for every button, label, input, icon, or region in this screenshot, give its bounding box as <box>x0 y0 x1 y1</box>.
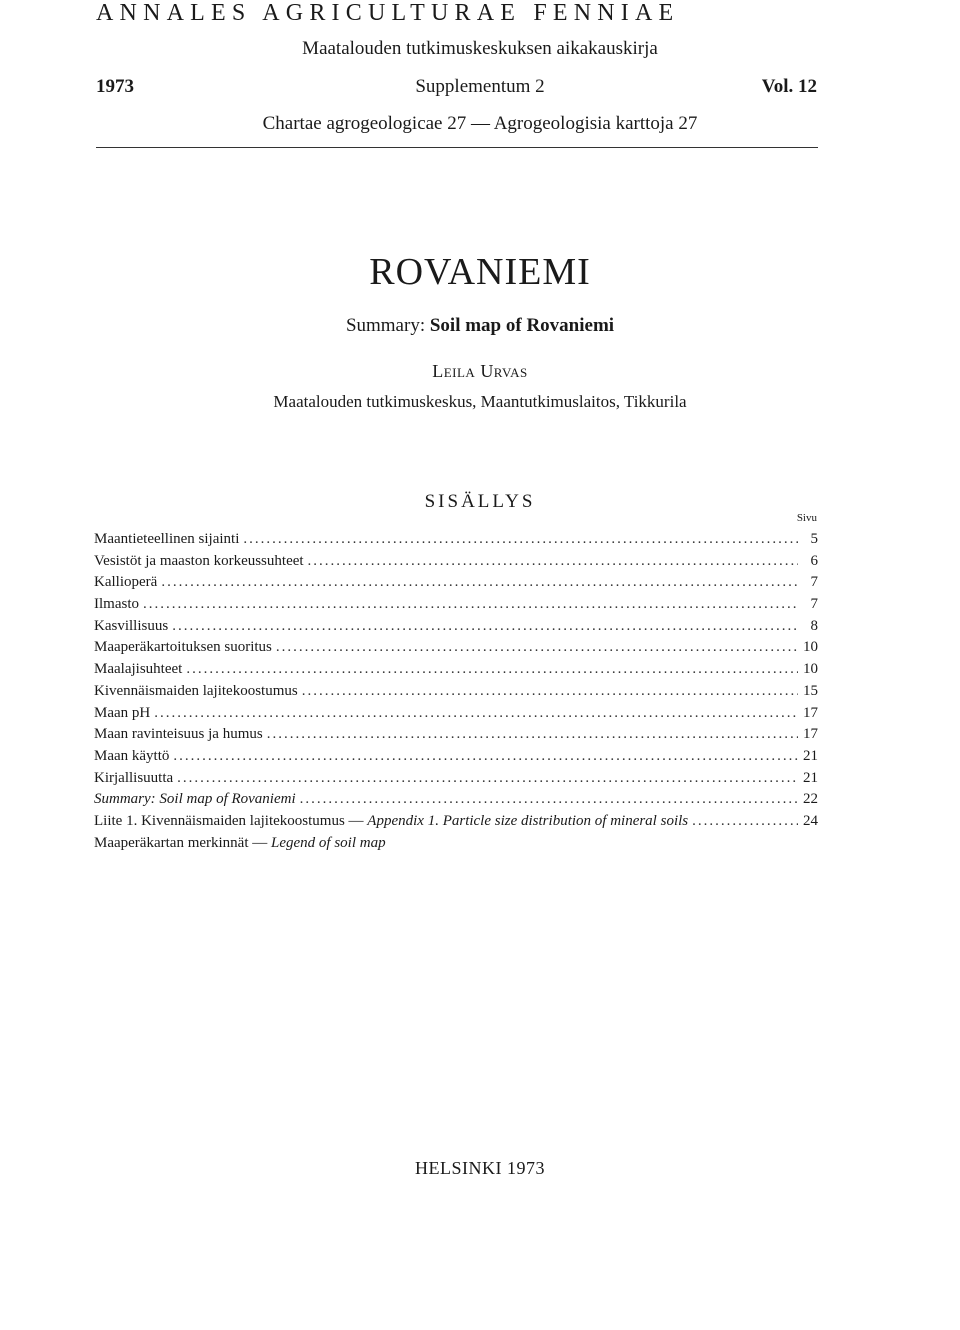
toc-entry-text-italic: Legend of soil map <box>271 834 386 851</box>
toc-heading: SISÄLLYS <box>424 491 536 512</box>
toc-entry-text-italic: Appendix 1. Particle size distribution of mineral soils <box>367 812 689 829</box>
toc-entry-text: Ilmasto <box>94 596 139 613</box>
toc-entry-page: 8 <box>810 617 818 634</box>
toc-leader-dots <box>308 553 798 570</box>
summary-text: Soil map of Rovaniemi <box>429 315 615 336</box>
toc-entry-label <box>94 705 150 722</box>
page-title: ROVANIEMI <box>369 251 591 293</box>
toc-entry-text: Maalajisuhteet <box>94 661 183 678</box>
toc-entry-page: 7 <box>810 596 818 613</box>
toc-entry-label <box>94 726 263 743</box>
toc-entry-text: Summary: Soil map of Rovaniemi <box>94 791 296 808</box>
author-name: Leila Urvas <box>432 361 528 381</box>
toc-entry-label <box>94 596 139 613</box>
toc-entry-text: Vesistöt ja maaston korkeussuhteet <box>94 552 304 569</box>
toc-leader-dots <box>161 574 798 591</box>
toc-entry-label <box>94 813 688 830</box>
toc-entry-text: Kallioperä <box>94 574 158 591</box>
toc-entry-page: 7 <box>810 574 818 591</box>
toc-page-column-label: Sivu <box>796 512 817 524</box>
imprint-place-year: HELSINKI 1973 <box>415 1158 545 1178</box>
supplement-label: Supplementum 2 <box>415 76 545 97</box>
toc-entry-label <box>94 618 168 635</box>
toc-entry-label <box>94 835 386 852</box>
toc-leader-dots <box>173 748 798 765</box>
toc-entry-page: 21 <box>803 747 818 764</box>
toc-entry-page: 5 <box>810 531 818 547</box>
toc-entry <box>94 553 818 575</box>
toc-leader-dots <box>692 813 798 830</box>
toc-entry-text: Maaperäkartan merkinnät — <box>94 834 268 851</box>
toc-entry-text: Kivennäismaiden lajitekoostumus <box>94 682 298 699</box>
volume-label: Vol. 12 <box>761 76 817 97</box>
toc-entry-page: 10 <box>803 661 818 678</box>
summary-prefix: Summary: <box>345 315 426 336</box>
toc-entry-text: Maan pH <box>94 704 151 721</box>
toc-entry-label <box>94 661 182 678</box>
toc-entry-text: Maaperäkartoituksen suoritus <box>94 639 272 656</box>
journal-subtitle: Maatalouden tutkimuskeskuksen aikakauskirja <box>302 38 658 59</box>
toc-leader-dots <box>186 661 798 678</box>
toc-entry <box>94 770 818 792</box>
summary-line <box>0 315 960 337</box>
toc-entry-label <box>94 791 296 808</box>
toc-entry-label <box>94 574 157 591</box>
journal-title: ANNALES AGRICULTURAE FENNIAE <box>96 0 680 26</box>
toc-entry-text: Kirjallisuutta <box>94 769 174 786</box>
toc-entry-label <box>94 553 304 570</box>
toc-leader-dots <box>267 726 798 743</box>
toc-leader-dots <box>177 770 798 787</box>
toc-entry-page: 17 <box>803 704 818 721</box>
toc-entry-text: Kasvillisuus <box>94 617 169 634</box>
toc-entry-label <box>94 639 272 656</box>
toc-entry <box>94 813 818 835</box>
toc-entry-page: 21 <box>803 769 818 786</box>
toc-entry-page: 24 <box>803 812 818 829</box>
toc-entry-page: 15 <box>803 682 818 699</box>
series-title: Chartae agrogeologicae 27 — Agrogeologisia karttoja 27 <box>262 113 698 134</box>
toc-entry-page: 17 <box>803 726 818 743</box>
toc-entry <box>94 705 818 727</box>
toc-entry <box>94 683 818 705</box>
header-divider <box>96 147 818 148</box>
toc-leader-dots <box>172 618 798 635</box>
toc-entry-label <box>94 748 169 765</box>
table-of-contents <box>94 531 818 856</box>
toc-entry <box>94 596 818 618</box>
toc-entry-text: Maan ravinteisuus ja humus <box>94 726 263 743</box>
toc-entry <box>94 531 818 553</box>
toc-entry <box>94 639 818 661</box>
toc-leader-dots <box>302 683 798 700</box>
toc-leader-dots <box>243 531 798 548</box>
toc-entry <box>94 726 818 748</box>
toc-entry-label <box>94 770 173 787</box>
toc-entry <box>94 835 818 857</box>
toc-entry-page: 22 <box>803 791 818 808</box>
toc-entry <box>94 791 818 813</box>
toc-entry <box>94 748 818 770</box>
toc-entry-label <box>94 531 239 548</box>
publication-year: 1973 <box>96 76 134 97</box>
toc-entry <box>94 574 818 596</box>
toc-entry <box>94 661 818 683</box>
toc-leader-dots <box>300 791 798 808</box>
toc-entry <box>94 618 818 640</box>
toc-entry-page: 10 <box>803 639 818 656</box>
toc-entry-page: 6 <box>810 552 818 569</box>
toc-entry-text: Maantieteellinen sijainti <box>94 531 240 547</box>
toc-entry-label <box>94 683 298 700</box>
toc-leader-dots <box>143 596 798 613</box>
toc-leader-dots <box>276 639 798 656</box>
author-affiliation: Maatalouden tutkimuskeskus, Maantutkimuslaitos, Tikkurila <box>273 392 687 411</box>
toc-leader-dots <box>154 705 798 722</box>
toc-entry-text: Liite 1. Kivennäismaiden lajitekoostumus — <box>94 812 364 829</box>
toc-entry-text: Maan käyttö <box>94 747 170 764</box>
